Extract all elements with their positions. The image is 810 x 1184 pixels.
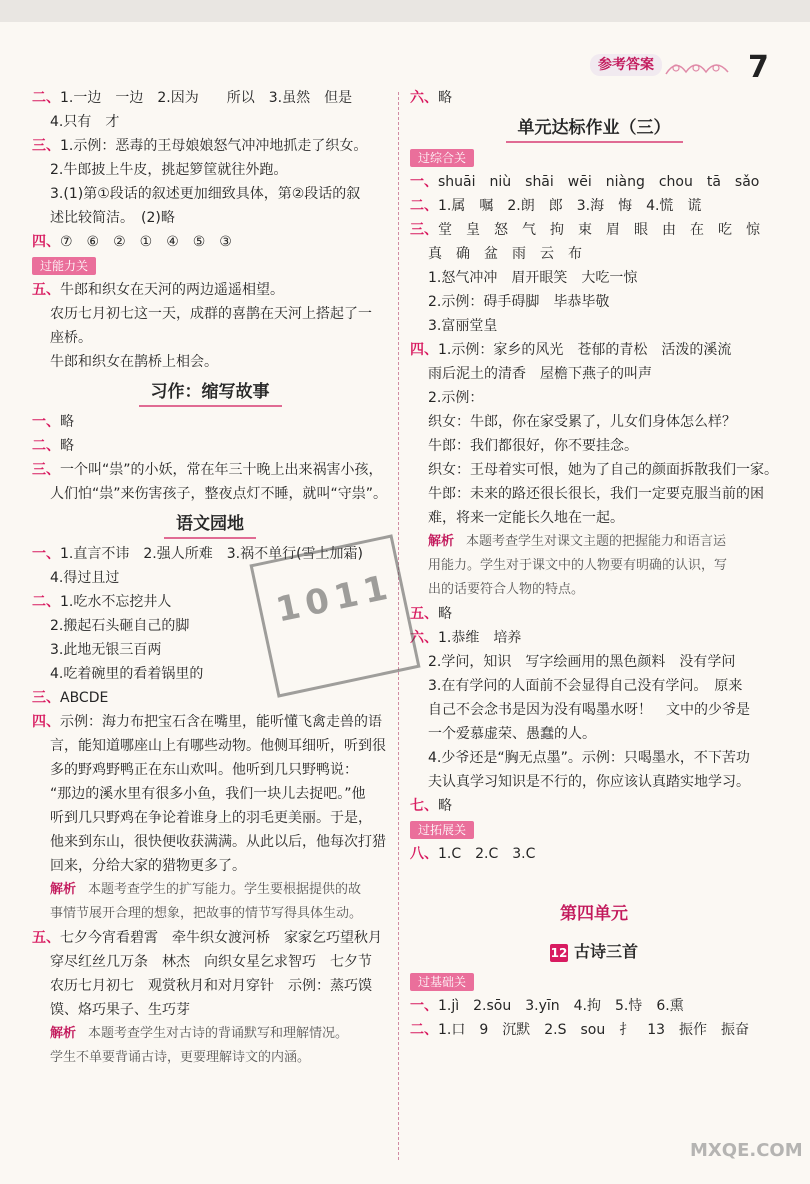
- answer-text: 1.C 2.C 3.C: [438, 846, 536, 862]
- item-number: 一、: [32, 414, 60, 430]
- answer-text: 4.只有 才: [50, 114, 120, 130]
- answer-line: [32, 410, 388, 434]
- section-title-text: 单元达标作业（三）: [506, 115, 683, 143]
- section-title: [32, 506, 388, 542]
- answer-text: 2.学问，知识 写字绘画用的黑色颜料 没有学问: [428, 654, 736, 670]
- answer-line: [32, 758, 388, 782]
- answer-text: 织女：牛郎，你在家受累了，儿女们身体怎么样？: [428, 414, 736, 430]
- answer-line: [32, 1046, 388, 1070]
- item-number: 一、: [410, 998, 438, 1014]
- analysis-label: 解析: [50, 882, 77, 897]
- answer-line: [32, 974, 388, 998]
- answer-text: 3.富丽堂皇: [428, 318, 498, 334]
- answer-line: [410, 770, 778, 794]
- section-title: [410, 110, 778, 146]
- answer-text: shuāi niù shāi wēi niàng chou tā sǎo: [438, 174, 760, 190]
- answer-line: [410, 242, 778, 266]
- section-tag: [410, 146, 778, 170]
- answer-line: [32, 998, 388, 1022]
- answer-text: 农历七月初七 观赏秋月和对月穿针 示例：蒸巧馍: [50, 978, 372, 994]
- answer-text: 人们怕“祟”来伤害孩子，整夜点灯不睡，就叫“守祟”。: [50, 486, 388, 502]
- item-number: 三、: [410, 222, 438, 238]
- item-number: 六、: [410, 90, 438, 106]
- section-tag: [32, 254, 388, 278]
- answer-line: [410, 386, 778, 410]
- answer-line: [410, 794, 778, 818]
- analysis-label: 解析: [428, 534, 455, 549]
- answer-text: 4.得过且过: [50, 570, 120, 586]
- answer-line: [32, 158, 388, 182]
- answer-text: 七夕今宵看碧霄 牵牛织女渡河桥 家家乞巧望秋月: [60, 930, 382, 946]
- answer-text: 座桥。: [50, 330, 92, 346]
- answer-line: [32, 926, 388, 950]
- answer-line: [32, 830, 388, 854]
- answer-line: [32, 686, 388, 710]
- item-number: 四、: [32, 234, 60, 250]
- answer-line: [32, 458, 388, 482]
- answer-line: [410, 458, 778, 482]
- answer-text: 1.示例：恶毒的王母娘娘怒气冲冲地抓走了织女。: [60, 138, 368, 154]
- item-number: 一、: [32, 546, 60, 562]
- answer-text: 牛郎：未来的路还很长很长，我们一定要克服当前的困: [428, 486, 764, 502]
- answer-text: 2.搬起石头砸自己的脚: [50, 618, 190, 634]
- analysis-note: [32, 1022, 388, 1046]
- answer-line: [32, 854, 388, 878]
- item-number: 三、: [32, 462, 60, 478]
- section-tag: [410, 970, 778, 994]
- answer-text: 事情节展开合理的想象，把故事的情节写得具体生动。: [50, 906, 363, 921]
- answer-text: 牛郎和织女在天河的两边遥遥相望。: [60, 282, 284, 298]
- top-band: [0, 0, 810, 22]
- answer-line: [410, 170, 778, 194]
- page-number: 7: [748, 50, 769, 85]
- answer-text: 用能力。学生对于课文中的人物要有明确的认识，写: [428, 558, 728, 573]
- answer-line: [410, 338, 778, 362]
- item-number: 二、: [32, 438, 60, 454]
- answer-line: [32, 302, 388, 326]
- answer-text: 一个爱慕虚荣、愚蠢的人。: [428, 726, 596, 742]
- answer-line: [32, 782, 388, 806]
- answer-text: 1.吃水不忘挖井人: [60, 594, 172, 610]
- item-number: 二、: [410, 1022, 438, 1038]
- answer-text: 3.此地无银三百两: [50, 642, 162, 658]
- answer-text: 3.(1)第①段话的叙述更加细致具体，第②段话的叙: [50, 186, 361, 202]
- answer-text: 牛郎和织女在鹊桥上相会。: [50, 354, 218, 370]
- item-number: 三、: [32, 690, 60, 706]
- answer-text: 穿尽红丝几万条 林杰 向织女星乞求智巧 七夕节: [50, 954, 372, 970]
- item-number: 六、: [410, 630, 438, 646]
- analysis-text: 本题考查学生对古诗的背诵默写和理解情况。: [88, 1026, 349, 1041]
- answer-line: [410, 86, 778, 110]
- lesson-title: 古诗三首: [573, 942, 638, 961]
- answer-text: 1.直言不讳 2.强人所难 3.祸不单行(雪上加霜): [60, 546, 363, 562]
- answer-text: 雨后泥土的清香 屋檐下燕子的叫声: [428, 366, 652, 382]
- answer-line: [32, 902, 388, 926]
- item-number: 四、: [410, 342, 438, 358]
- answer-line: [410, 554, 778, 578]
- answer-line: [410, 314, 778, 338]
- item-number: 二、: [32, 90, 60, 106]
- answer-text: 馍、烙巧果子、生巧芽: [50, 1002, 190, 1018]
- answer-text: 3.在有学问的人面前不会显得自己没有学问。 原来: [428, 678, 743, 694]
- answer-line: [410, 650, 778, 674]
- answer-text: 1.属 嘱 2.朗 郎 3.海 悔 4.慌 谎: [438, 198, 702, 214]
- answer-text: 堂 皇 怒 气 拘 束 眉 眼 由 在 吃 惊: [438, 222, 760, 238]
- answer-line: [32, 110, 388, 134]
- answer-line: [410, 506, 778, 530]
- answer-line: [410, 674, 778, 698]
- answer-line: [32, 182, 388, 206]
- answer-text: 农历七月初七这一天，成群的喜鹊在天河上搭起了一: [50, 306, 372, 322]
- answer-line: [410, 218, 778, 242]
- answer-text: 2.示例：碍手碍脚 毕恭毕敬: [428, 294, 610, 310]
- answer-text: 示例：海力布把宝石含在嘴里，能听懂飞禽走兽的语: [60, 714, 382, 730]
- answer-text: 2.示例：: [428, 390, 484, 406]
- answer-text: 2.牛郎披上牛皮，挑起箩筐就往外跑。: [50, 162, 288, 178]
- item-number: 一、: [410, 174, 438, 190]
- answer-line: [410, 434, 778, 458]
- analysis-note: [32, 878, 388, 902]
- answer-line: [410, 698, 778, 722]
- answer-line: [410, 266, 778, 290]
- answer-line: [410, 290, 778, 314]
- answer-text: 1.一边 一边 2.因为 所以 3.虽然 但是: [60, 90, 353, 106]
- answer-text: “那边的溪水里有很多小鱼，我们一块儿去捉吧。”他: [50, 786, 366, 802]
- answer-line: [410, 410, 778, 434]
- answer-text: 多的野鸡野鸭正在东山欢叫。他听到几只野鸭说：: [50, 762, 358, 778]
- answer-line: [32, 734, 388, 758]
- answer-text: 一个叫“祟”的小妖，常在年三十晚上出来祸害小孩，: [60, 462, 383, 478]
- answer-text: 略: [438, 606, 452, 622]
- section-tag-label: 过基础关: [410, 973, 474, 991]
- answer-line: [32, 482, 388, 506]
- item-number: 四、: [32, 714, 60, 730]
- answer-text: 织女：王母着实可恨，她为了自己的颜面拆散我们一家。: [428, 462, 778, 478]
- answer-text: 略: [438, 90, 452, 106]
- answer-text: 学生不单要背诵古诗，更要理解诗文的内涵。: [50, 1050, 311, 1065]
- item-number: 二、: [32, 594, 60, 610]
- flower-decoration-icon: [662, 56, 732, 80]
- answer-text: 难，将来一定能长久地在一起。: [428, 510, 624, 526]
- answer-text: ⑦ ⑥ ② ① ④ ⑤ ③: [60, 234, 232, 250]
- answer-line: [32, 230, 388, 254]
- lesson-heading: [410, 934, 778, 970]
- answer-line: [32, 206, 388, 230]
- analysis-label: 解析: [50, 1026, 77, 1041]
- answer-text: 略: [60, 414, 74, 430]
- answer-text: 略: [60, 438, 74, 454]
- answer-text: 听到几只野鸡在争论着谁身上的羽毛更美丽。于是，: [50, 810, 372, 826]
- item-number: 二、: [410, 198, 438, 214]
- answer-text: 出的话要符合人物的特点。: [428, 582, 585, 597]
- answer-line: [32, 86, 388, 110]
- analysis-text: 本题考查学生的扩写能力。学生要根据提供的故: [88, 882, 362, 897]
- answer-line: [410, 602, 778, 626]
- analysis-text: 本题考查学生对课文主题的把握能力和语言运: [466, 534, 727, 549]
- answer-text: 1.恭维 培养: [438, 630, 522, 646]
- watermark: MXQE.COM: [690, 1140, 803, 1161]
- section-tag: [410, 818, 778, 842]
- answer-text: 4.少爷还是“胸无点墨”。示例：只喝墨水，不下苦功: [428, 750, 750, 766]
- answer-line: [410, 746, 778, 770]
- section-tag-label: 过能力关: [32, 257, 96, 275]
- answer-line: [32, 350, 388, 374]
- answer-line: [410, 482, 778, 506]
- item-number: 七、: [410, 798, 438, 814]
- analysis-note: [410, 530, 778, 554]
- answer-line: [32, 710, 388, 734]
- item-number: 五、: [32, 282, 60, 298]
- right-column: [410, 86, 778, 1042]
- answer-text: 1.口 9 沉默 2.S sou 扌 13 振作 振奋: [438, 1022, 750, 1038]
- answer-text: 1.jì 2.sōu 3.yīn 4.拘 5.恃 6.熏: [438, 998, 684, 1014]
- spacer: [410, 866, 778, 894]
- answer-line: [410, 578, 778, 602]
- answer-text: 述比较简洁。 (2)略: [50, 210, 175, 226]
- section-tag-label: 过综合关: [410, 149, 474, 167]
- section-tag-label: 过拓展关: [410, 821, 474, 839]
- answer-line: [410, 194, 778, 218]
- answer-text: ABCDE: [60, 690, 109, 706]
- answer-text: 1.示例：家乡的风光 苍郁的青松 活泼的溪流: [438, 342, 732, 358]
- answer-line: [410, 1018, 778, 1042]
- section-title-text: 习作：缩写故事: [139, 379, 282, 407]
- answer-text: 略: [438, 798, 452, 814]
- answer-line: [32, 134, 388, 158]
- answer-line: [410, 362, 778, 386]
- answer-text: 自己不会念书是因为没有喝墨水呀！ 文中的少爷是: [428, 702, 750, 718]
- lesson-number-badge: 12: [550, 946, 568, 960]
- answer-line: [410, 994, 778, 1018]
- answer-line: [410, 626, 778, 650]
- section-title: [32, 374, 388, 410]
- answer-text: 他来到东山，很快便收获满满。从此以后，他每次打猎: [50, 834, 386, 850]
- answer-text: 1.怒气冲冲 眉开眼笑 大吃一惊: [428, 270, 638, 286]
- answer-line: [32, 326, 388, 350]
- answer-text: 言，能知道哪座山上有哪些动物。他侧耳细听，听到很: [50, 738, 386, 754]
- unit-heading: 第四单元: [560, 904, 628, 924]
- answer-line: [32, 434, 388, 458]
- answer-line: [32, 278, 388, 302]
- stamp-text: 1011: [272, 566, 397, 631]
- answer-text: 4.吃着碗里的看着锅里的: [50, 666, 204, 682]
- section-title-text: 语文园地: [164, 511, 256, 539]
- answer-text: 夫认真学习知识是不行的，你应该认真踏实地学习。: [428, 774, 750, 790]
- item-number: 五、: [410, 606, 438, 622]
- item-number: 八、: [410, 846, 438, 862]
- answer-line: [410, 842, 778, 866]
- answer-text: 真 确 盆 雨 云 布: [428, 246, 582, 262]
- answer-text: 回来，分给大家的猎物更多了。: [50, 858, 246, 874]
- header-label: 参考答案: [590, 54, 662, 76]
- answer-text: 牛郎：我们都很好，你不要挂念。: [428, 438, 638, 454]
- answer-line: [410, 722, 778, 746]
- item-number: 三、: [32, 138, 60, 154]
- answer-line: [32, 950, 388, 974]
- item-number: 五、: [32, 930, 60, 946]
- handwritten-stamp: [249, 534, 420, 697]
- answer-line: [32, 806, 388, 830]
